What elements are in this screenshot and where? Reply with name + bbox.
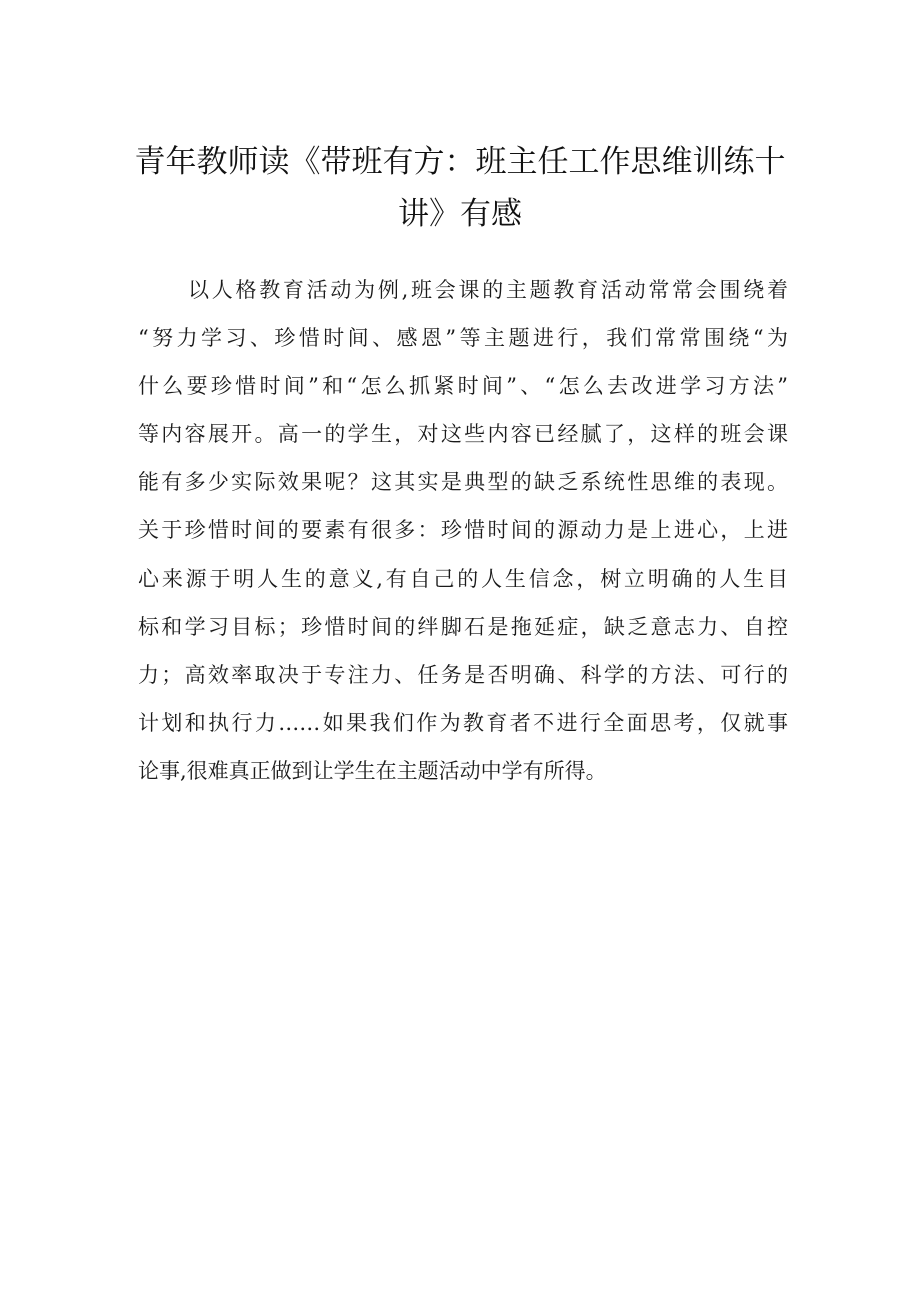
paragraph-line: 等内容展开。高一的学生，对这些内容已经腻了，这样的班会课 xyxy=(138,422,788,447)
paragraph-line: 什么要珍惜时间”和“怎么抓紧时间”、“怎么去改进学习方法” xyxy=(138,374,788,399)
paragraph-line: 力；高效率取决于专注力、任务是否明确、科学的方法、可行的 xyxy=(138,662,788,687)
title-line-2: 讲》有感 xyxy=(398,196,522,232)
paragraph-line: 关于珍惜时间的要素有很多：珍惜时间的源动力是上进心，上进 xyxy=(138,518,788,543)
title-line-1: 青年教师读《带班有方：班主任工作思维训练十 xyxy=(134,144,786,180)
paragraph-line: 以人格教育活动为例,班会课的主题教育活动常常会围绕着 xyxy=(188,278,788,302)
document-title xyxy=(100,136,820,240)
paragraph-line: 计划和执行力……如果我们作为教育者不进行全面思考，仅就事 xyxy=(138,710,788,735)
paragraph-line: 论事,很难真正做到让学生在主题活动中学有所得。 xyxy=(138,758,607,783)
paragraph-line: 心来源于明人生的意义,有自己的人生信念，树立明确的人生目 xyxy=(138,566,788,591)
paragraph-line: 能有多少实际效果呢？这其实是典型的缺乏系统性思维的表现。 xyxy=(138,470,788,495)
paragraph-line: “努力学习、珍惜时间、感恩”等主题进行，我们常常围绕“为 xyxy=(138,326,788,351)
paragraph-line: 标和学习目标；珍惜时间的绊脚石是拖延症，缺乏意志力、自控 xyxy=(138,614,788,639)
body-paragraph xyxy=(138,266,788,795)
